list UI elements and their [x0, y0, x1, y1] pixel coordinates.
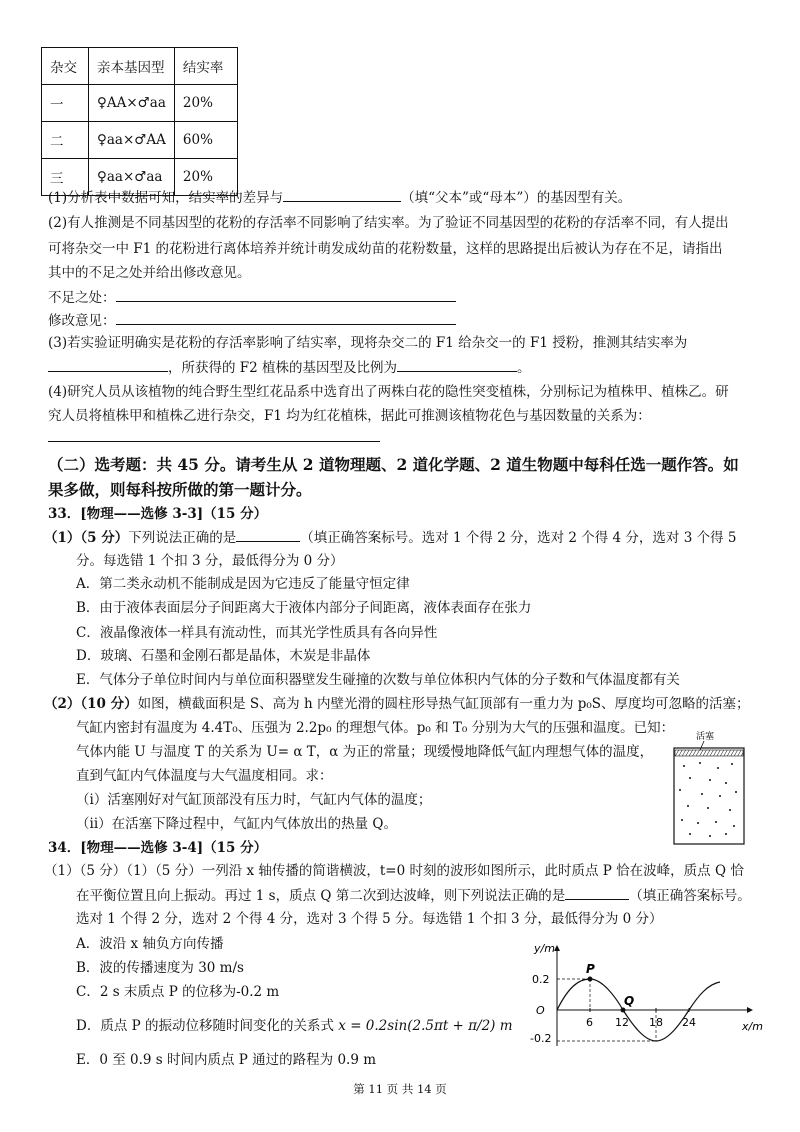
table-cell: ♀aa×♂aa: [89, 159, 175, 196]
p33-part1-text: 下列说法正确的是: [128, 530, 237, 546]
table-cell: ♀aa×♂AA: [89, 122, 175, 159]
p34-part1-tail: （填正确答案标号。: [629, 888, 751, 904]
genotype-table: [41, 47, 238, 196]
q3-end: 。: [517, 360, 531, 376]
section-2-line1: （二）选考题：共 45 分。请考生从 2 道物理题、2 道化学题、2 道生物题中每科任选一题作答。如: [48, 455, 739, 474]
p33-part2-line3: 气体内能 U 与温度 T 的关系为 U= α T，α 为正的常量；现缓慢地降低气缸内理想气体的温度，: [76, 744, 654, 760]
q2-line3: 其中的不足之处并给出修改意见。: [48, 265, 251, 281]
answer-blank: [565, 885, 629, 900]
piston-label: 活塞: [696, 732, 715, 742]
p34-part1-line2: [76, 885, 751, 906]
y-axis-label: y/m: [534, 942, 555, 955]
table-cell: 20%: [174, 85, 237, 122]
x-tick-label: 6: [586, 1016, 593, 1029]
p33-part1-line2: 分。每选错 1 个扣 3 分，最低得分为 0 分）: [76, 553, 344, 569]
piston: [675, 750, 743, 756]
q4-line2: 究人员将植株甲和植株乙进行杂交，F1 均为红花植株，据此可推测该植物花色与基因数量的关系为：: [48, 408, 651, 424]
q3-mid: ，所获得的 F2 植株的基因型及比例为: [168, 360, 398, 376]
q1-tail: （填“父本”或“母本”）的基因型有关。: [401, 190, 632, 206]
answer-blank: [236, 527, 300, 542]
table-cell: 60%: [174, 122, 237, 159]
x-axis-label: x/m: [742, 1020, 763, 1033]
p33-part1-head: （1）（5 分）: [44, 530, 129, 546]
p33-part1-tail: （填正确答案标号。选对 1 个得 2 分，选对 2 个得 4 分，选对 3 个得 5: [300, 530, 737, 546]
q2-line1: (2)有人推测是不同基因型的花粉的存活率不同影响了结实率。为了验证不同基因型的花粉的存活率不同，有人提出: [48, 215, 729, 231]
p34-option-d-formula: x = 0.2sin(2.5πt + π/2) m: [338, 1018, 513, 1034]
answer-blank: [116, 287, 456, 302]
p33-part2-head: （2）（10 分）: [44, 696, 138, 712]
x-tick-label: 24: [682, 1016, 696, 1029]
section-2-line2: 果多做，则每科按所做的第一题计分。: [48, 480, 312, 499]
point-q-label: Q: [624, 994, 635, 1008]
q3-line1: (3)若实验证明确实是花粉的存活率影响了结实率，现将杂交二的 F1 给杂交一的 F1 授粉，推测其结实率为: [48, 335, 688, 351]
table-header-cell: 亲本基因型: [89, 48, 175, 85]
table-header-cell: 结实率: [174, 48, 237, 85]
q2-suggestion: [48, 310, 456, 331]
q2-deficiency: [48, 287, 456, 308]
table-header-cell: 杂交: [42, 48, 89, 85]
p34-option: C．2 s 末质点 P 的位移为-0.2 m: [76, 984, 280, 1000]
wave-graph: [520, 938, 770, 1058]
q1-text: (1)分析表中数据可知，结实率的差异与: [48, 190, 284, 206]
p33-part2-line1: [44, 694, 750, 714]
p34-option: A．波沿 x 轴负方向传播: [76, 936, 224, 952]
p33-part2-text: 如图，横截面积是 S、高为 h 内壁光滑的圆柱形导热气缸顶部有一重力为 p₀S、厚度均可忽略的活塞；: [137, 696, 750, 712]
answer-blank: [283, 187, 401, 202]
answer-blank: [397, 357, 517, 372]
table-cell: ♀AA×♂aa: [89, 85, 175, 122]
table-row: [42, 85, 238, 122]
y-tick-label: -0.2: [530, 1032, 552, 1045]
y-tick-label: 0.2: [532, 973, 550, 986]
p34-part1-line1: （1）（5 分）（1）（5 分）一列沿 x 轴传播的简谐横波，t=0 时刻的波形如图所示，此时质点 P 恰在波峰，质点 Q 恰: [44, 863, 744, 879]
x-tick-label: 18: [649, 1016, 663, 1029]
p34-part1-line3: 选对 1 个得 2 分，选对 2 个得 4 分，选对 3 个得 5 分。每选错 1 个扣 3 分，最低得分为 0 分）: [76, 911, 663, 927]
x-tick-label: 12: [615, 1016, 629, 1029]
p34-option-d-text: D．质点 P 的振动位移随时间变化的关系式: [76, 1018, 334, 1034]
q3-line2: [48, 357, 531, 378]
cylinder-wall: [674, 748, 744, 844]
table-cell: 一: [42, 85, 89, 122]
q2-line2: 可将杂交一中 F1 的花粉进行离体培养并统计萌发成幼苗的花粉数量，这样的思路提出后被认为存在不足，请指出: [48, 241, 723, 257]
q2-deficiency-label: 不足之处：: [48, 290, 116, 306]
table-cell: 20%: [174, 159, 237, 196]
p33-option: D．玻璃、石墨和金刚石都是晶体，木炭是非晶体: [76, 648, 371, 664]
p34-option: E．0 至 0.9 s 时间内质点 P 通过的路程为 0.9 m: [76, 1052, 377, 1068]
p33-option: E．气体分子单位时间内与单位面积器壁发生碰撞的次数与单位体积内气体的分子数和气体温度都有关: [76, 672, 680, 688]
p33-option: A．第二类永动机不能制成是因为它违反了能量守恒定律: [76, 576, 410, 592]
p33-part2-ii: （ii）在活塞下降过程中，气缸内气体放出的热量 Q。: [76, 816, 397, 832]
page-number: 第 11 页 共 14 页: [353, 1082, 447, 1096]
table-cell: 三: [42, 159, 89, 196]
point-q: [621, 1008, 626, 1013]
q4-line1: (4)研究人员从该植物的纯合野生型红花品系中选育出了两株白花的隐性突变植株，分别标记为植株甲、植株乙。研: [48, 384, 729, 400]
answer-blank: [48, 357, 168, 372]
problem-33-title: 33．[物理——选修 3-3]（15 分）: [48, 506, 268, 522]
gas-molecules: [679, 762, 737, 837]
p34-option-d: [76, 1016, 513, 1036]
table-header-row: [42, 48, 238, 85]
origin-label: O: [536, 1004, 545, 1017]
cylinder-figure: [660, 728, 760, 850]
p33-part1-line1: [44, 527, 737, 548]
table-cell: 二: [42, 122, 89, 159]
q2-suggestion-label: 修改意见：: [48, 313, 116, 329]
p33-part2-line2: 气缸内密封有温度为 4.4T₀、压强为 2.2p₀ 的理想气体。p₀ 和 T₀ 分别为大气的压强和温度。已知：: [76, 720, 675, 736]
question-1: [48, 187, 631, 208]
p33-option: B．由于液体表面层分子间距离大于液体内部分子间距离，液体表面存在张力: [76, 600, 532, 616]
problem-34-title: 34．[物理——选修 3-4]（15 分）: [48, 840, 268, 856]
p33-part2-line4: 直到气缸内气体温度与大气温度相同。求：: [76, 768, 333, 784]
p34-option: B．波的传播速度为 30 m/s: [76, 960, 244, 976]
point-p-label: P: [586, 962, 595, 976]
p34-part1-text: 在平衡位置且向上振动。再过 1 s，质点 Q 第二次到达波峰，则下列说法正确的是: [76, 888, 566, 904]
p33-part2-i: （i）活塞刚好对气缸顶部没有压力时，气缸内气体的温度；: [76, 792, 432, 808]
point-p: [588, 977, 593, 982]
p33-option: C．液晶像液体一样具有流动性，而其光学性质具有各向异性: [76, 625, 438, 641]
q4-answer-line: [48, 441, 380, 442]
table-row: [42, 122, 238, 159]
piston-label-pointer: [700, 741, 704, 750]
answer-blank: [116, 310, 456, 325]
